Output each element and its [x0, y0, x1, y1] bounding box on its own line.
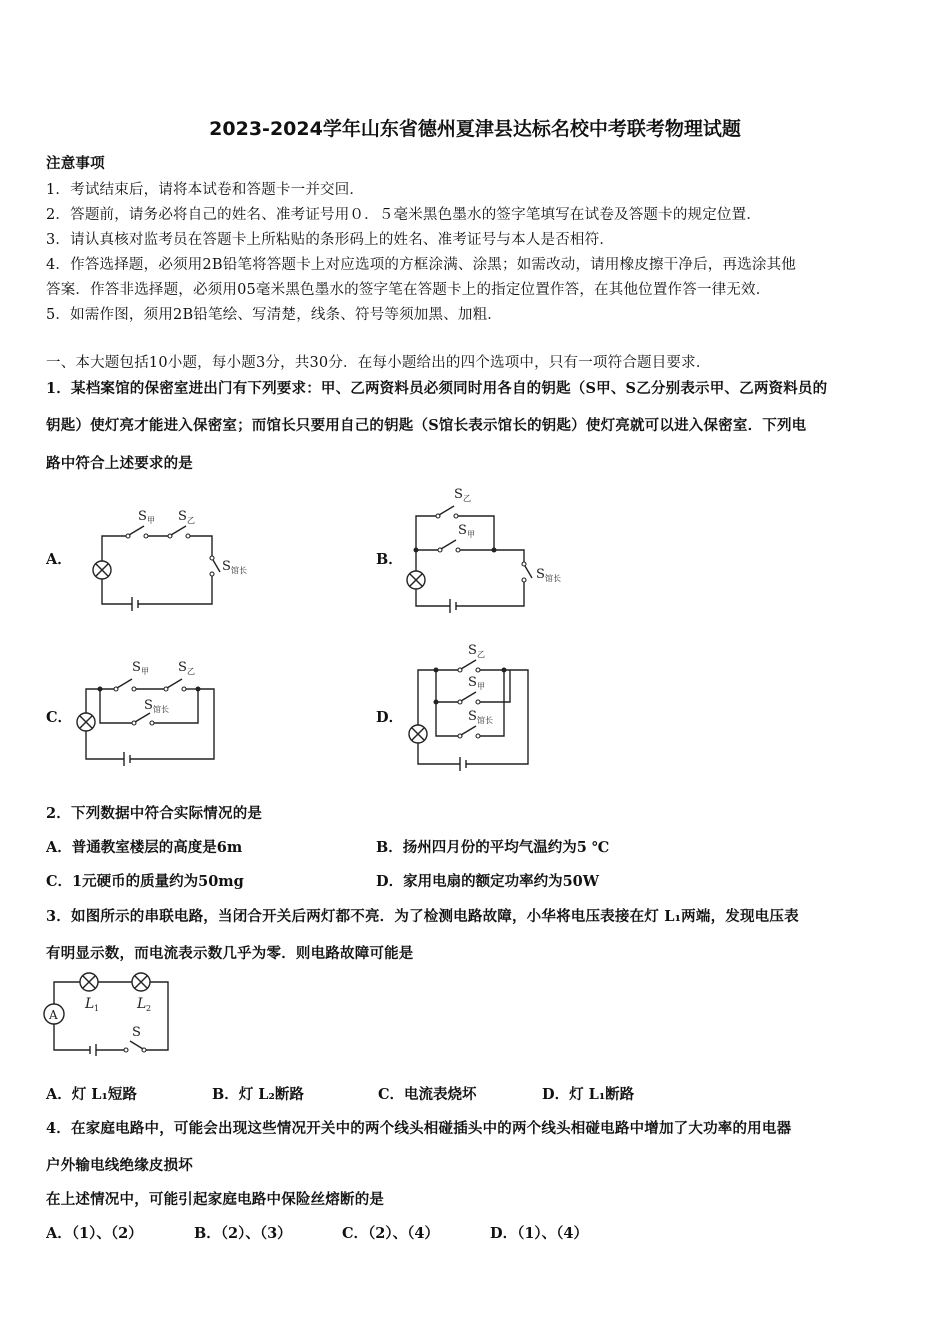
switch-label: S	[468, 675, 477, 690]
switch-sub: 乙	[187, 516, 195, 525]
switch-sub: 乙	[477, 650, 485, 659]
q3-option-c: C．电流表烧坏	[378, 1086, 477, 1103]
q3-circuit-diagram	[42, 968, 182, 1060]
q1-option-d: D．	[376, 709, 404, 726]
q4-stem-line: 4．在家庭电路中，可能会出现这些情况开关中的两个线头相碰插头中的两个线头相碰电路中增加了大功率的用电器	[46, 1120, 792, 1137]
circuit-diagram-d	[400, 640, 540, 775]
q1-option-b: B．	[376, 551, 403, 568]
switch-sub: 馆长	[153, 705, 169, 714]
q2-option-b: B．扬州四月份的平均气温约为5 ℃	[376, 839, 610, 856]
switch-sub: 乙	[463, 494, 471, 503]
notice-item: 答案．作答非选择题，必须用05毫米黑色墨水的签字笔在答题卡上的指定位置作答，在其他位置作答一律无效．	[46, 282, 771, 298]
q2-stem: 2．下列数据中符合实际情况的是	[46, 805, 263, 822]
ammeter-label: A	[49, 1008, 58, 1022]
switch-label: S	[454, 487, 463, 502]
notice-heading: 注意事项	[46, 155, 105, 172]
q4-stem-line: 在上述情况中，可能引起家庭电路中保险丝熔断的是	[46, 1191, 385, 1208]
switch-label: S	[178, 660, 187, 675]
section-heading: 一、本大题包括10小题，每小题3分，共30分．在每小题给出的四个选项中，只有一项符合题目要求．	[46, 355, 711, 371]
switch-label: S	[178, 509, 187, 524]
switch-sub: 馆长	[477, 716, 493, 725]
q2-option-c: C．1元硬币的质量约为50mg	[46, 873, 244, 890]
q4-option-c: C．（2）、（4）	[342, 1225, 439, 1242]
notice-item: 3．请认真核对监考员在答题卡上所粘贴的条形码上的姓名、准考证号与本人是否相符．	[46, 232, 615, 248]
l1-sub: 1	[94, 1004, 100, 1013]
notice-item: 4．作答选择题，必须用2B铅笔将答题卡上对应选项的方框涂满、涂黑；如需改动，请用橡皮擦干净后，再选涂其他	[46, 257, 797, 273]
switch-sub: 乙	[187, 667, 195, 676]
switch-sub: 馆长	[545, 574, 561, 583]
switch-sub: 甲	[141, 667, 149, 676]
q3-option-b: B．灯 L₂断路	[212, 1086, 304, 1103]
q4-option-d: D．（1）、（4）	[490, 1225, 589, 1242]
q1-option-c: C．	[46, 709, 73, 726]
l2-sub: 2	[146, 1004, 152, 1013]
switch-label: S	[144, 698, 153, 713]
switch-label: S	[468, 709, 477, 724]
q2-option-a: A．普通教室楼层的高度是6m	[46, 839, 243, 856]
q1-stem-line: 路中符合上述要求的是	[46, 455, 193, 472]
switch-label: S	[222, 559, 231, 574]
l1-label: L	[85, 996, 95, 1012]
q3-option-d: D．灯 L₁断路	[542, 1086, 635, 1103]
q4-option-b: B．（2）、（3）	[194, 1225, 292, 1242]
switch-sub: 甲	[467, 530, 475, 539]
switch-label: S	[132, 660, 141, 675]
q1-stem-line: 钥匙）使灯亮才能进入保密室；而馆长只要用自己的钥匙（S馆长表示馆长的钥匙）使灯亮就可以进入保密室．下列电	[46, 417, 807, 434]
q4-stem-line: 户外输电线绝缘皮损坏	[46, 1157, 193, 1174]
q3-stem-line: 3．如图所示的串联电路，当闭合开关后两灯都不亮．为了检测电路故障，小华将电压表接在灯 L₁两端，发现电压表	[46, 908, 799, 925]
switch-label: S	[536, 567, 545, 582]
switch-sub: 甲	[477, 682, 485, 691]
q2-option-d: D．家用电扇的额定功率约为50W	[376, 873, 600, 890]
notice-item: 5．如需作图，须用2B铅笔绘、写清楚，线条、符号等须加黑、加粗．	[46, 307, 503, 323]
q3-stem-line: 有明显示数，而电流表示数几乎为零．则电路故障可能是	[46, 945, 414, 962]
switch-label: S	[132, 1025, 141, 1040]
notice-item: 1．考试结束后，请将本试卷和答题卡一并交回．	[46, 182, 365, 198]
l2-label: L	[137, 996, 147, 1012]
switch-sub: 甲	[147, 516, 155, 525]
q1-option-a: A．	[46, 551, 72, 568]
circuit-diagram-c	[74, 655, 224, 770]
switch-label: S	[138, 509, 147, 524]
notice-item: 2．答题前，请务必将自己的姓名、准考证号用０．５毫米黑色墨水的签字笔填写在试卷及答题卡的规定位置．	[46, 207, 762, 223]
circuit-diagram-b	[398, 482, 588, 617]
circuit-diagram-a	[80, 500, 250, 615]
q3-option-a: A．灯 L₁短路	[46, 1086, 137, 1103]
switch-label: S	[458, 523, 467, 538]
q4-option-a: A．（1）、（2）	[46, 1225, 143, 1242]
page-title: 2023-2024学年山东省德州夏津县达标名校中考联考物理试题	[209, 118, 741, 140]
switch-sub: 馆长	[231, 566, 247, 575]
q1-stem-line: 1．某档案馆的保密室进出门有下列要求：甲、乙两资料员必须同时用各自的钥匙（S甲、S乙分别表示甲、乙两资料员的	[46, 380, 828, 397]
switch-label: S	[468, 643, 477, 658]
